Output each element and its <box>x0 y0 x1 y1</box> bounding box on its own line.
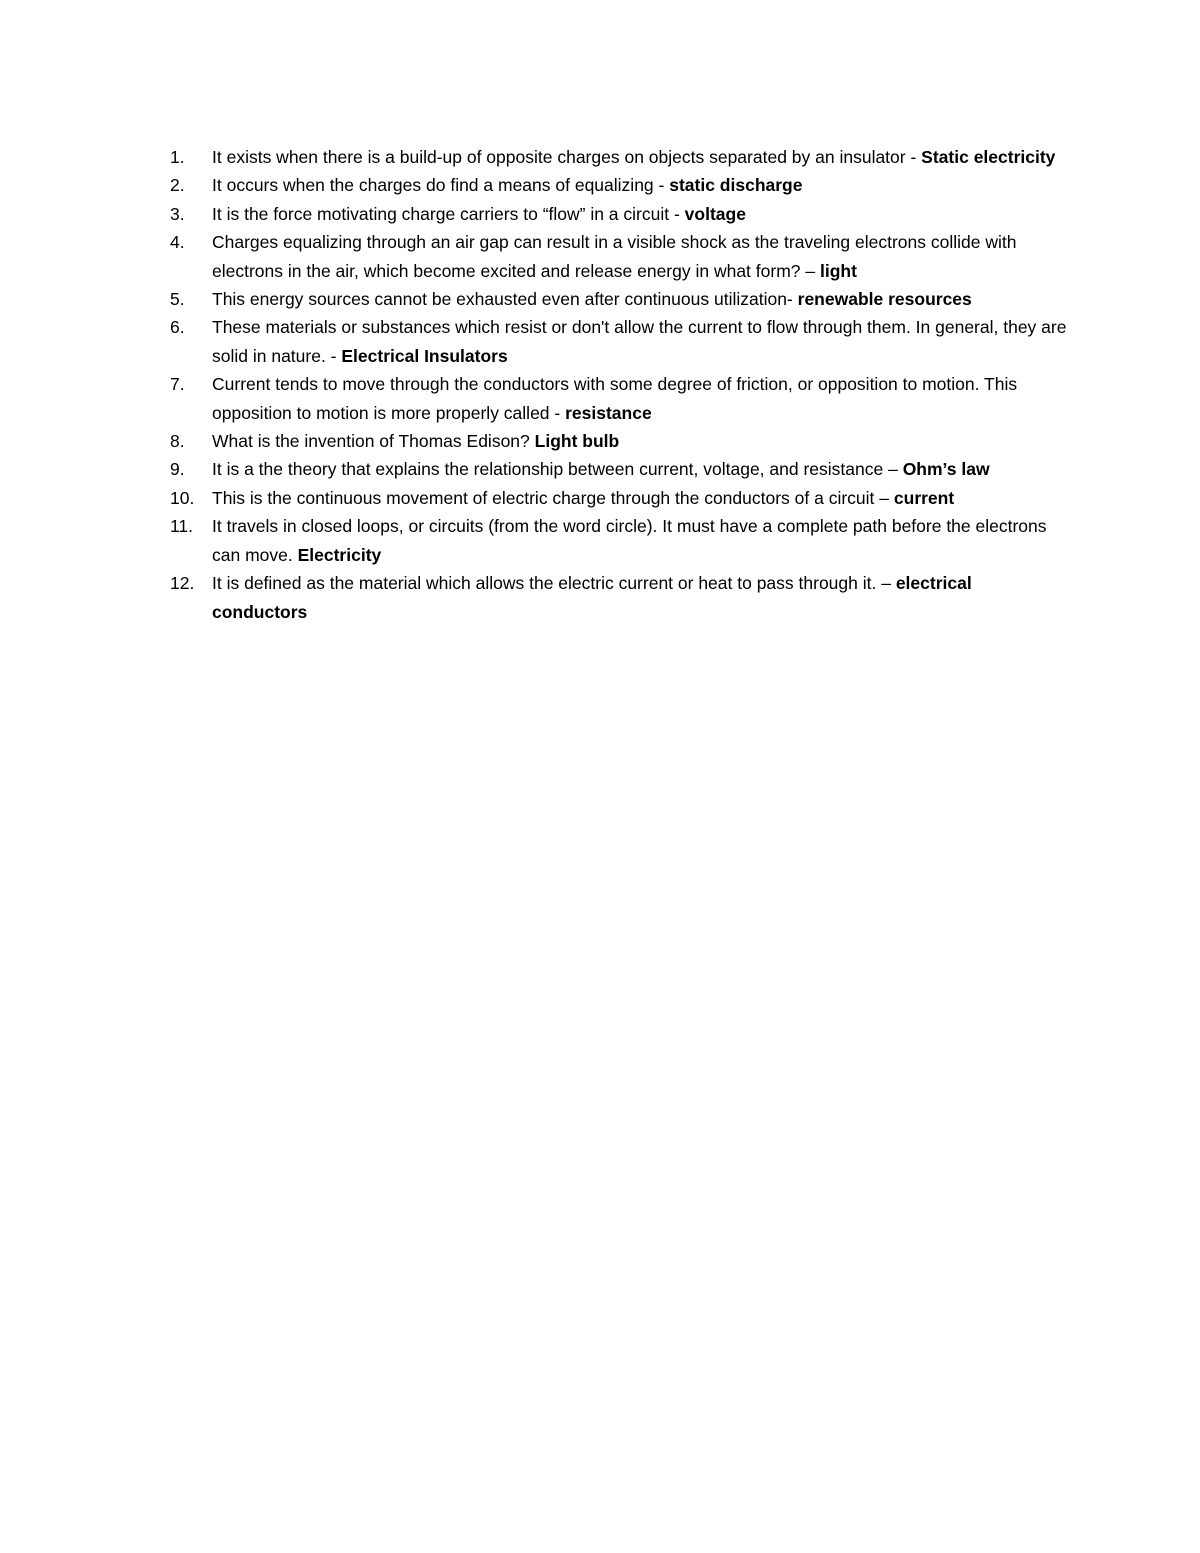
item-answer: Static electricity <box>921 147 1056 167</box>
item-answer: Ohm’s law <box>902 459 990 480</box>
list-item <box>170 228 1070 285</box>
item-question: This is the continuous movement of electric charge through the conductors of a circuit – <box>212 487 894 508</box>
item-question: It is the force motivating charge carriers to “flow” in a circuit - <box>212 203 685 224</box>
list-item <box>170 370 1070 427</box>
item-answer: electrical conductors <box>212 573 972 622</box>
list-item <box>170 569 1070 626</box>
item-question: It travels in closed loops, or circuits (from the word circle). It must have a complete path before the electrons can move. <box>212 516 1047 565</box>
list-item <box>170 143 1070 171</box>
item-answer: Electricity <box>297 544 382 565</box>
item-number: 3. <box>170 203 185 224</box>
item-answer: static discharge <box>669 175 803 196</box>
item-number: 1. <box>170 147 185 167</box>
question-answer-list <box>170 143 1070 626</box>
item-answer: voltage <box>684 203 746 224</box>
item-number: 5. <box>170 289 185 310</box>
item-answer: current <box>893 487 955 508</box>
item-question: Charges equalizing through an air gap can result in a visible shock as the traveling electrons collide with electrons in the air, which become excited and release energy in what form? – <box>212 232 1017 281</box>
item-number: 10. <box>170 487 195 508</box>
item-number: 12. <box>170 573 195 594</box>
item-answer: resistance <box>565 402 652 423</box>
item-question: It occurs when the charges do find a means of equalizing - <box>212 175 670 196</box>
item-number: 11. <box>170 516 194 537</box>
item-number: 9. <box>170 459 185 480</box>
list-item <box>170 512 1070 569</box>
list-item <box>170 313 1070 370</box>
item-answer: Electrical Insulators <box>341 345 508 366</box>
item-answer: light <box>819 260 857 281</box>
item-question: It is a the theory that explains the relationship between current, voltage, and resistance – <box>212 459 903 480</box>
list-item <box>170 171 1070 199</box>
list-item <box>170 427 1070 455</box>
item-question: These materials or substances which resist or don't allow the current to flow through them. In general, they are solid in nature. - <box>212 317 1067 366</box>
item-question: Current tends to move through the conductors with some degree of friction, or opposition to motion. This opposition to motion is more properly called - <box>212 374 1018 423</box>
list-item <box>170 285 1070 313</box>
item-answer: Light bulb <box>534 431 620 452</box>
list-item <box>170 200 1070 228</box>
item-answer: renewable resources <box>797 289 972 310</box>
item-question: It is defined as the material which allows the electric current or heat to pass through it. – <box>212 573 896 594</box>
list-item <box>170 484 1070 512</box>
item-number: 2. <box>170 175 185 196</box>
item-number: 4. <box>170 232 185 253</box>
item-number: 7. <box>170 374 185 395</box>
item-number: 6. <box>170 317 185 338</box>
list-item <box>170 455 1070 483</box>
item-question: It exists when there is a build-up of opposite charges on objects separated by an insulator - <box>212 147 922 167</box>
item-question: This energy sources cannot be exhausted even after continuous utilization- <box>212 289 798 310</box>
item-question: What is the invention of Thomas Edison? <box>212 431 535 452</box>
item-number: 8. <box>170 431 185 452</box>
